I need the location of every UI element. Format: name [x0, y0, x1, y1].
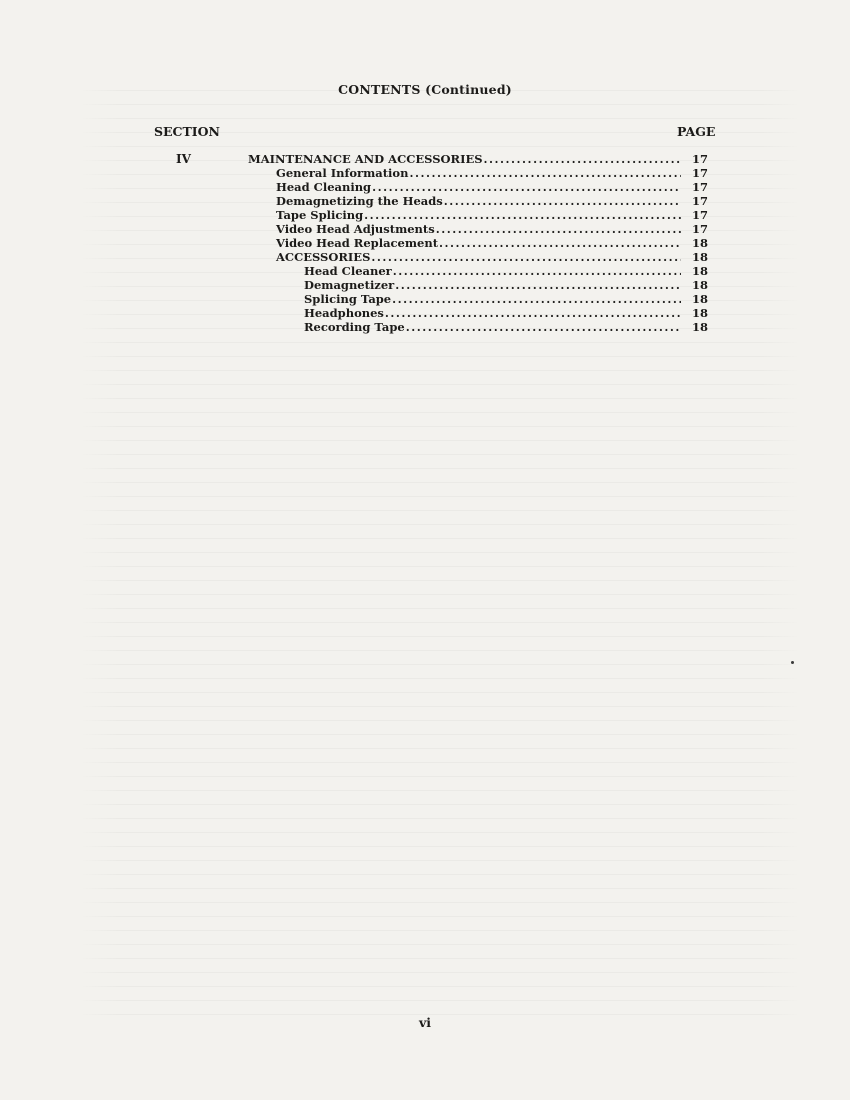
- toc-entry-page: 17: [691, 166, 708, 180]
- dot-leader: [364, 208, 681, 222]
- toc-entry-label: Splicing Tape: [304, 292, 392, 306]
- page-number: vi: [418, 1015, 431, 1030]
- toc-entry-page: 18: [691, 278, 708, 292]
- toc-entry-page: 17: [691, 180, 708, 194]
- toc-entry-page: 18: [691, 306, 708, 320]
- toc-entry: [276, 166, 708, 180]
- dot-leader: [409, 166, 681, 180]
- toc-entry-page: 17: [691, 194, 708, 208]
- dot-leader: [484, 152, 681, 166]
- dot-leader: [439, 236, 681, 250]
- dot-leader: [392, 292, 681, 306]
- toc-entry-label: General Information: [276, 166, 409, 180]
- toc-entry: [276, 208, 708, 222]
- dot-leader: [371, 250, 681, 264]
- section-number: IV: [176, 152, 191, 166]
- dot-leader: [436, 222, 681, 236]
- toc-entry-label: Video Head Adjustments: [276, 222, 435, 236]
- dot-leader: [406, 320, 681, 334]
- toc-entry-label: Demagnetizer: [304, 278, 395, 292]
- toc-entry-page: 18: [691, 236, 708, 250]
- toc-entry-label: Tape Splicing: [276, 208, 364, 222]
- toc-entry: [304, 264, 708, 278]
- toc-entry: [248, 152, 708, 166]
- toc-entry-page: 18: [691, 264, 708, 278]
- toc-entry: [276, 236, 708, 250]
- toc-entry: [304, 292, 708, 306]
- toc-entry-page: 18: [691, 250, 708, 264]
- toc-entry-page: 17: [691, 152, 708, 166]
- toc-entry-label: Head Cleaning: [276, 180, 372, 194]
- toc-entry: [304, 306, 708, 320]
- toc-entry-page: 18: [691, 320, 708, 334]
- toc-entry-label: Head Cleaner: [304, 264, 392, 278]
- paper-speck: [791, 661, 794, 664]
- toc-entry-label: Recording Tape: [304, 320, 405, 334]
- toc-entry: [276, 194, 708, 208]
- toc-entry: [304, 320, 708, 334]
- toc-entry-label: MAINTENANCE AND ACCESSORIES: [248, 152, 483, 166]
- toc-entry: [304, 278, 708, 292]
- toc-entry: [276, 250, 708, 264]
- page-column-header: PAGE: [677, 124, 716, 139]
- section-column-header: SECTION: [154, 124, 220, 139]
- toc-entry-label: Headphones: [304, 306, 384, 320]
- toc-entry-page: 18: [691, 292, 708, 306]
- dot-leader: [444, 194, 681, 208]
- dot-leader: [372, 180, 681, 194]
- toc-entry: [276, 180, 708, 194]
- dot-leader: [385, 306, 681, 320]
- toc-entry-page: 17: [691, 208, 708, 222]
- toc-entry: [276, 222, 708, 236]
- page-title: CONTENTS (Continued): [338, 82, 512, 97]
- toc-entry-label: ACCESSORIES: [276, 250, 371, 264]
- toc-entry-label: Video Head Replacement: [276, 236, 439, 250]
- toc-entry-page: 17: [691, 222, 708, 236]
- dot-leader: [393, 264, 681, 278]
- toc-entry-label: Demagnetizing the Heads: [276, 194, 443, 208]
- dot-leader: [395, 278, 681, 292]
